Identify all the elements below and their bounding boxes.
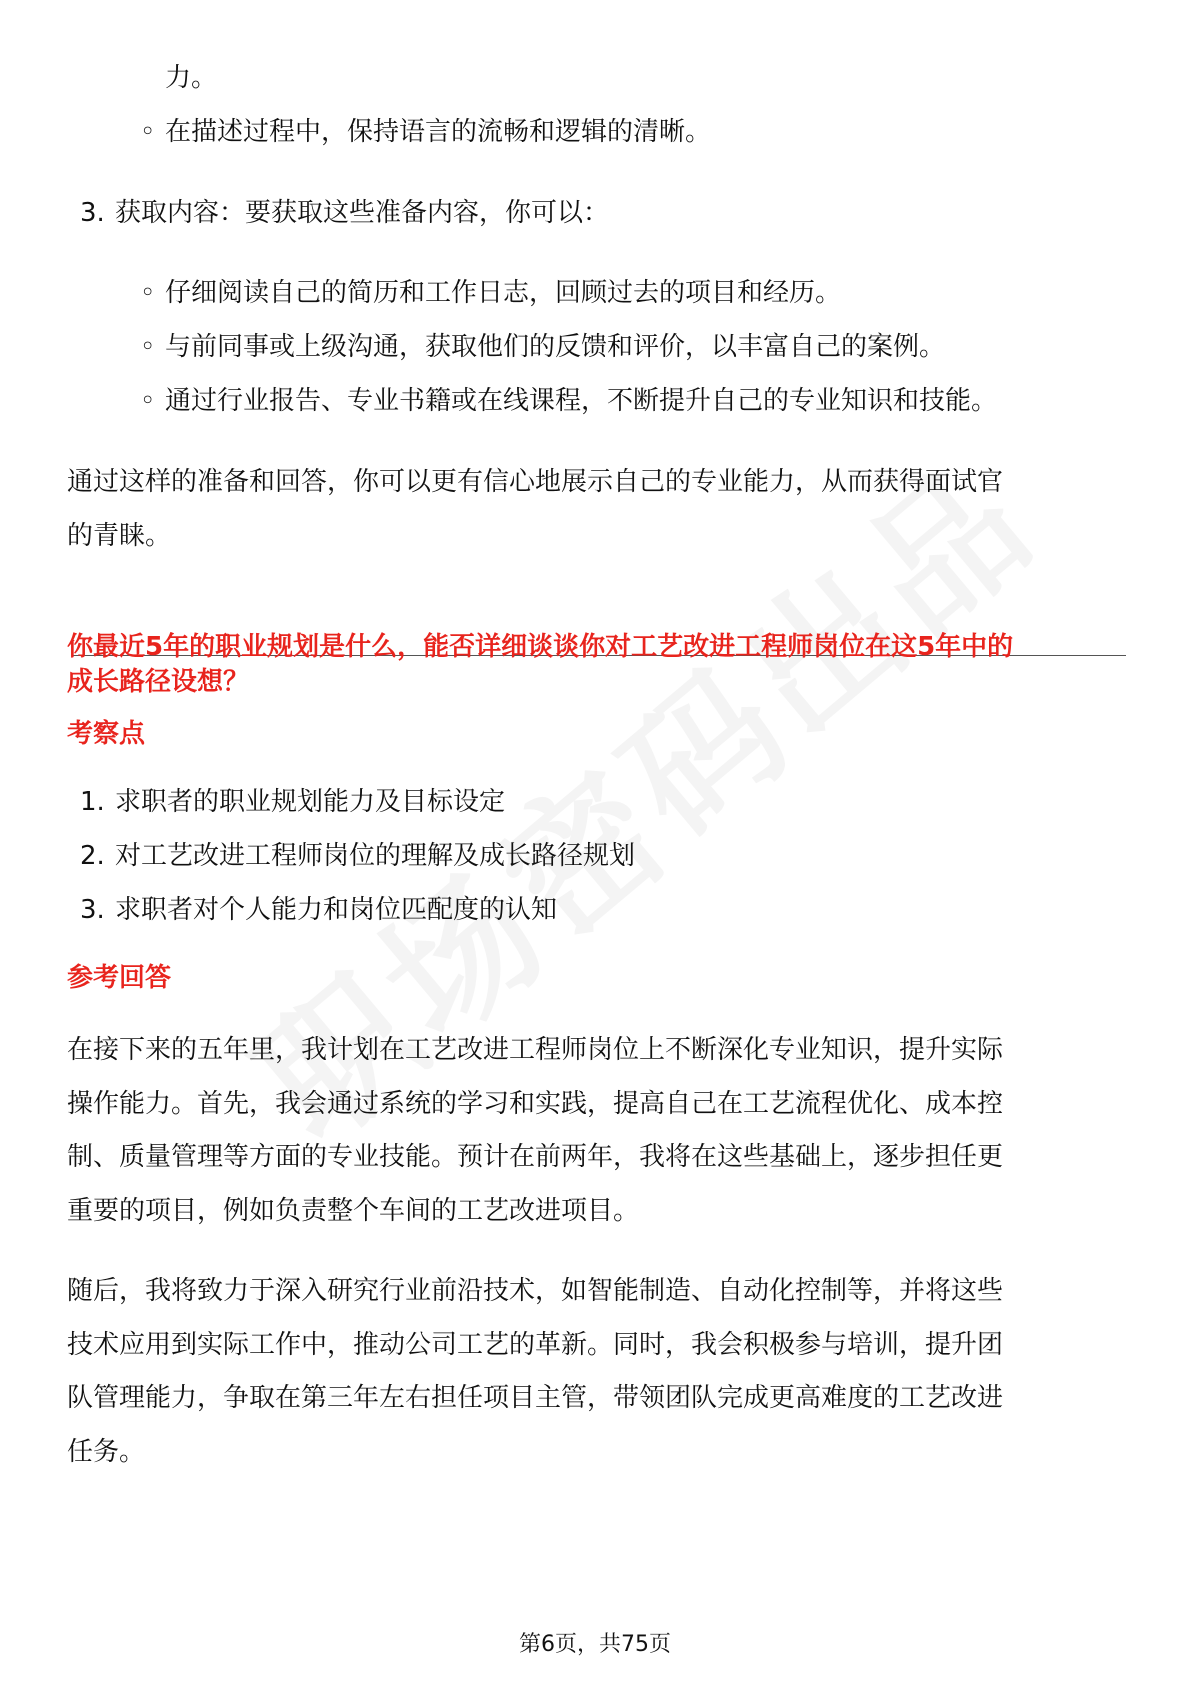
list-number: 3.: [80, 895, 105, 925]
list-item-text: 获取内容：要获取这些准备内容，你可以：: [115, 198, 610, 228]
focus-item-text: 求职者对个人能力和岗位匹配度的认知: [115, 895, 558, 925]
bullet-text: 与前同事或上级沟通，获取他们的反馈和评价，以丰富自己的案例。: [165, 332, 946, 362]
bullet-marker: ◦: [140, 386, 156, 416]
focus-item-text: 对工艺改进工程师岗位的理解及成长路径规划: [115, 841, 636, 871]
focus-item-text: 求职者的职业规划能力及目标设定: [115, 787, 506, 817]
answer-line: 操作能力。首先，我会通过系统的学习和实践，提高自己在工艺流程优化、成本控: [67, 1089, 1004, 1119]
answer-line: 随后，我将致力于深入研究行业前沿技术，如智能制造、自动化控制等，并将这些: [67, 1276, 1004, 1306]
page-footer: 第6页，共75页: [519, 1632, 671, 1657]
bullet-text: 仔细阅读自己的简历和工作日志，回顾过去的项目和经历。: [165, 278, 842, 308]
answer-line: 技术应用到实际工作中，推动公司工艺的革新。同时，我会积极参与培训，提升团: [67, 1330, 1004, 1360]
bullet-text: 通过行业报告、专业书籍或在线课程，不断提升自己的专业知识和技能。: [165, 386, 998, 416]
answer-line: 制、质量管理等方面的专业技能。预计在前两年，我将在这些基础上，逐步担任更: [67, 1142, 1004, 1172]
focus-heading: 考察点: [67, 719, 146, 749]
answer-line: 在接下来的五年里，我计划在工艺改进工程师岗位上不断深化专业知识，提升实际: [67, 1035, 1004, 1065]
answer-heading: 参考回答: [67, 963, 172, 993]
bullet-text: 在描述过程中，保持语言的流畅和逻辑的清晰。: [165, 117, 712, 147]
list-number: 3.: [80, 198, 105, 228]
bullet-marker: ◦: [140, 332, 156, 362]
question-title-line: 成长路径设想？: [67, 667, 250, 697]
conclusion-line: 的青睐。: [67, 521, 172, 551]
question-title-line: 你最近5年的职业规划是什么，能否详细谈谈你对工艺改进工程师岗位在这5年中的: [67, 632, 1014, 662]
list-number: 2.: [80, 841, 105, 871]
continuation-text: 力。: [165, 63, 218, 93]
answer-line: 任务。: [67, 1437, 146, 1467]
bullet-marker: ◦: [140, 117, 156, 147]
conclusion-line: 通过这样的准备和回答，你可以更有信心地展示自己的专业能力，从而获得面试官: [67, 467, 1004, 497]
answer-line: 队管理能力，争取在第三年左右担任项目主管，带领团队完成更高难度的工艺改进: [67, 1383, 1004, 1413]
list-number: 1.: [80, 787, 105, 817]
bullet-marker: ◦: [140, 278, 156, 308]
answer-line: 重要的项目，例如负责整个车间的工艺改进项目。: [67, 1196, 640, 1226]
